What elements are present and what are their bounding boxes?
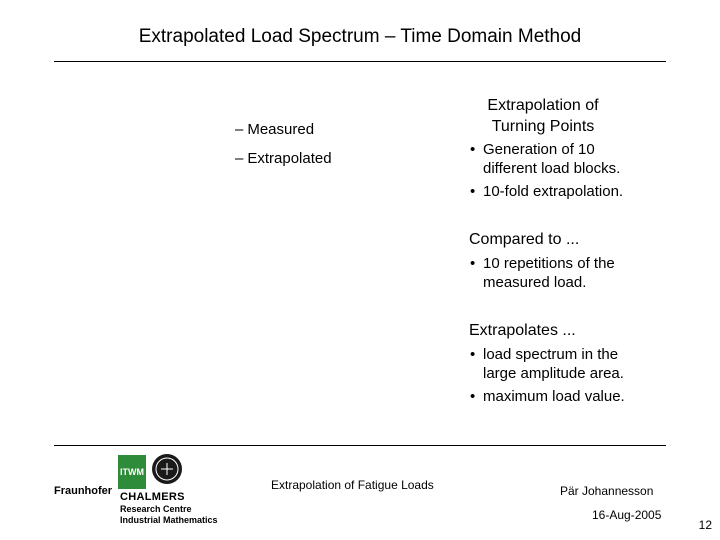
bullet-list-extrapolates (470, 345, 625, 410)
fraunhofer-logo: Fraunhofer (54, 485, 113, 497)
bullet-line: 10-fold extrapolation. (483, 183, 624, 200)
bullet-line: load spectrum in the (483, 346, 619, 363)
list-item (470, 345, 625, 383)
list-item (470, 387, 625, 406)
bullet-list-extrapolation (470, 140, 623, 205)
bullet-line: Generation of 10 (483, 141, 595, 158)
list-item (470, 140, 623, 178)
legend-dash: – (235, 121, 244, 138)
research-centre-label: Research Centre (120, 504, 192, 514)
heading-line: Extrapolation of (487, 97, 599, 114)
bullet-dot: • (470, 141, 476, 158)
bullet-dot: • (470, 388, 476, 405)
section-heading-extrapolates: Extrapolates ... (469, 322, 576, 339)
itwm-logo: ITWM (118, 455, 146, 489)
bullet-dot: • (470, 346, 476, 363)
legend-dash: – (235, 150, 244, 167)
legend-item-measured (235, 121, 314, 138)
industrial-math-label: Industrial Mathematics (120, 515, 218, 525)
chalmers-logo: CHALMERS (120, 491, 185, 503)
footer-presentation-title: Extrapolation of Fatigue Loads (271, 478, 434, 492)
legend-item-extrapolated (235, 150, 332, 167)
list-item (470, 254, 615, 292)
bullet-line: large amplitude area. (483, 365, 624, 382)
bullet-dot: • (470, 183, 476, 200)
footer-date: 16-Aug-2005 (592, 508, 662, 522)
top-divider (54, 61, 666, 62)
bullet-list-compared (470, 254, 615, 296)
page-number: 12 (698, 518, 712, 532)
slide-title: Extrapolated Load Spectrum – Time Domain Method (138, 26, 582, 47)
bullet-line: measured load. (483, 274, 587, 291)
bullet-dot: • (470, 255, 476, 272)
bullet-line: 10 repetitions of the (483, 255, 615, 272)
section-heading-extrapolation (473, 95, 613, 137)
list-item (470, 182, 623, 201)
chalmers-emblem-icon (152, 454, 182, 484)
legend-label: Extrapolated (247, 150, 332, 167)
bullet-line: different load blocks. (483, 160, 621, 177)
footer-logos (54, 452, 234, 532)
legend-label: Measured (247, 121, 315, 138)
footer-author: Pär Johannesson (560, 484, 654, 498)
heading-line: Turning Points (491, 118, 595, 135)
bottom-divider (54, 445, 666, 446)
section-heading-compared: Compared to ... (469, 231, 580, 248)
bullet-line: maximum load value. (483, 388, 625, 405)
